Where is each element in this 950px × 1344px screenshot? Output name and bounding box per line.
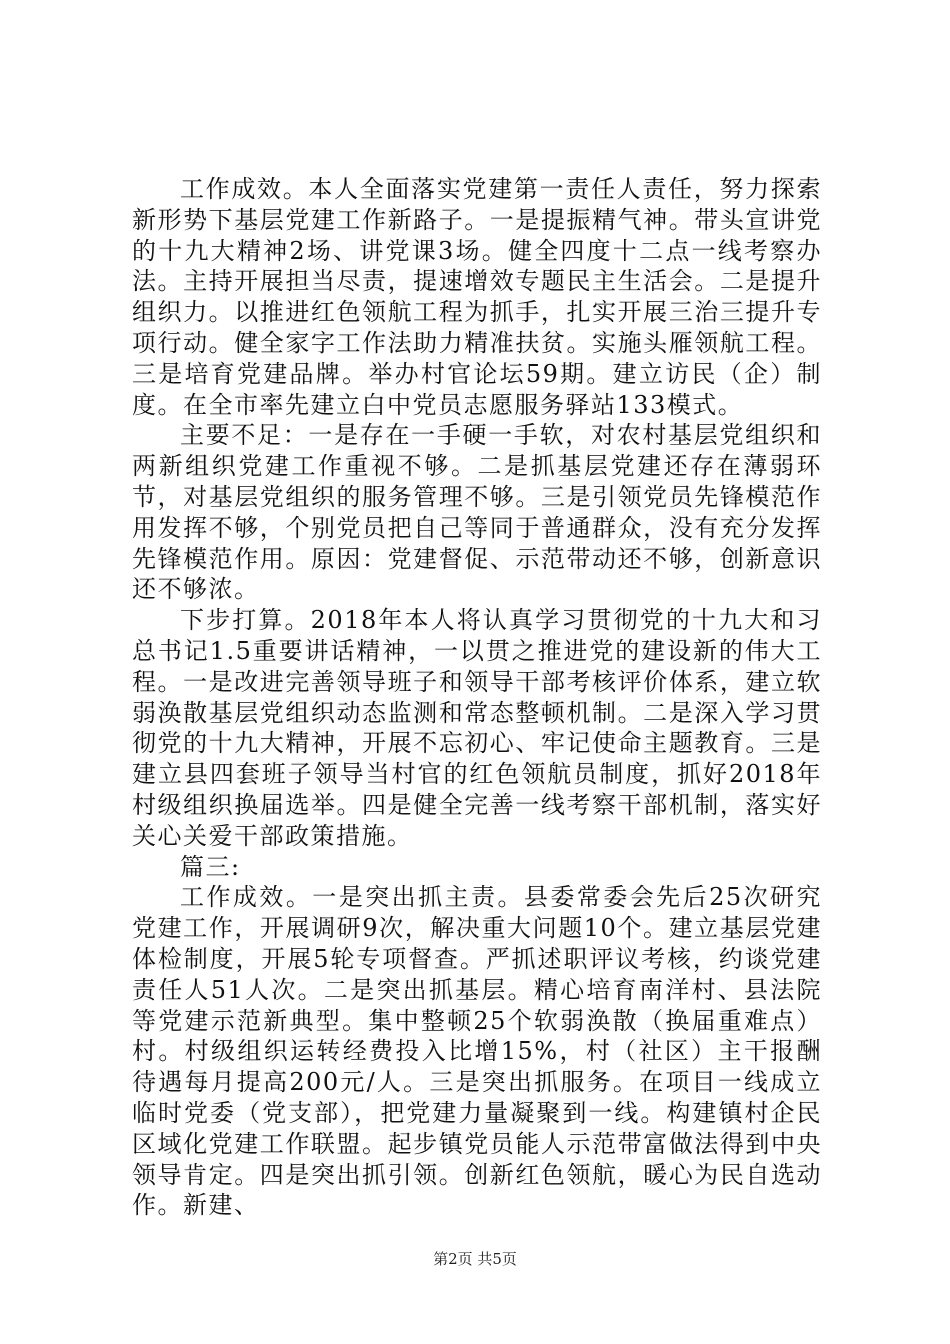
paragraph-work-results: 工作成效。本人全面落实党建第一责任人责任，努力探索新形势下基层党建工作新路子。一是提振精气神。带头宣讲党的十九大精神2场、讲党课3场。健全四度十二点一线考察办法。主持开展担当尽责，提速增效专题民主生活会。二是提升组织力。以推进红色领航工程为抓手，扎实开展三治三提升专项行动。健全家字工作法助力精准扶贫。实施头雁领航工程。三是培育党建品牌。举办村官论坛59期。建立访民（企）制度。在全市率先建立白中党员志愿服务驿站133模式。 — [132, 175, 822, 419]
document-body — [132, 174, 822, 1221]
paragraph-part-three-results: 工作成效。一是突出抓主责。县委常委会先后25次研究党建工作，开展调研9次，解决重大问题10个。建立基层党建体检制度，开展5轮专项督查。严抓述职评议考核，约谈党建责任人51人次。二是突出抓基层。精心培育南洋村、县法院等党建示范新典型。集中整顿25个软弱涣散（换届重难点）村。村级组织运转经费投入比增15%，村（社区）主干报酬待遇每月提高200元/人。三是突出抓服务。在项目一线成立临时党委（党支部），把党建力量凝聚到一线。构建镇村企民区域化党建工作联盟。起步镇党员能人示范带富做法得到中央领导肯定。四是突出抓引领。创新红色领航，暖心为民自选动作。新建、 — [132, 883, 822, 1220]
paragraph-next-plans: 下步打算。2018年本人将认真学习贯彻党的十九大和习总书记1.5重要讲话精神，一以贯之推进党的建设新的伟大工程。一是改进完善领导班子和领导干部考核评价体系，建立软弱涣散基层党组织动态监测和常态整顿机制。二是深入学习贯彻党的十九大精神，开展不忘初心、牢记使命主题教育。三是建立县四套班子领导当村官的红色领航员制度，抓好2018年村级组织换届选举。四是健全完善一线考察干部机制，落实好关心关爱干部政策措施。 — [132, 606, 822, 850]
page-number-footer: 第2页 共5页 — [433, 1250, 517, 1268]
section-heading-part-three: 篇三: — [180, 852, 241, 881]
paragraph-shortcomings: 主要不足：一是存在一手硬一手软，对农村基层党组织和两新组织党建工作重视不够。二是抓基层党建还存在薄弱环节，对基层党组织的服务管理不够。三是引领党员先锋模范作用发挥不够，个别党员把自己等同于普通群众，没有充分发挥先锋模范作用。原因：党建督促、示范带动还不够，创新意识还不够浓。 — [132, 421, 822, 604]
